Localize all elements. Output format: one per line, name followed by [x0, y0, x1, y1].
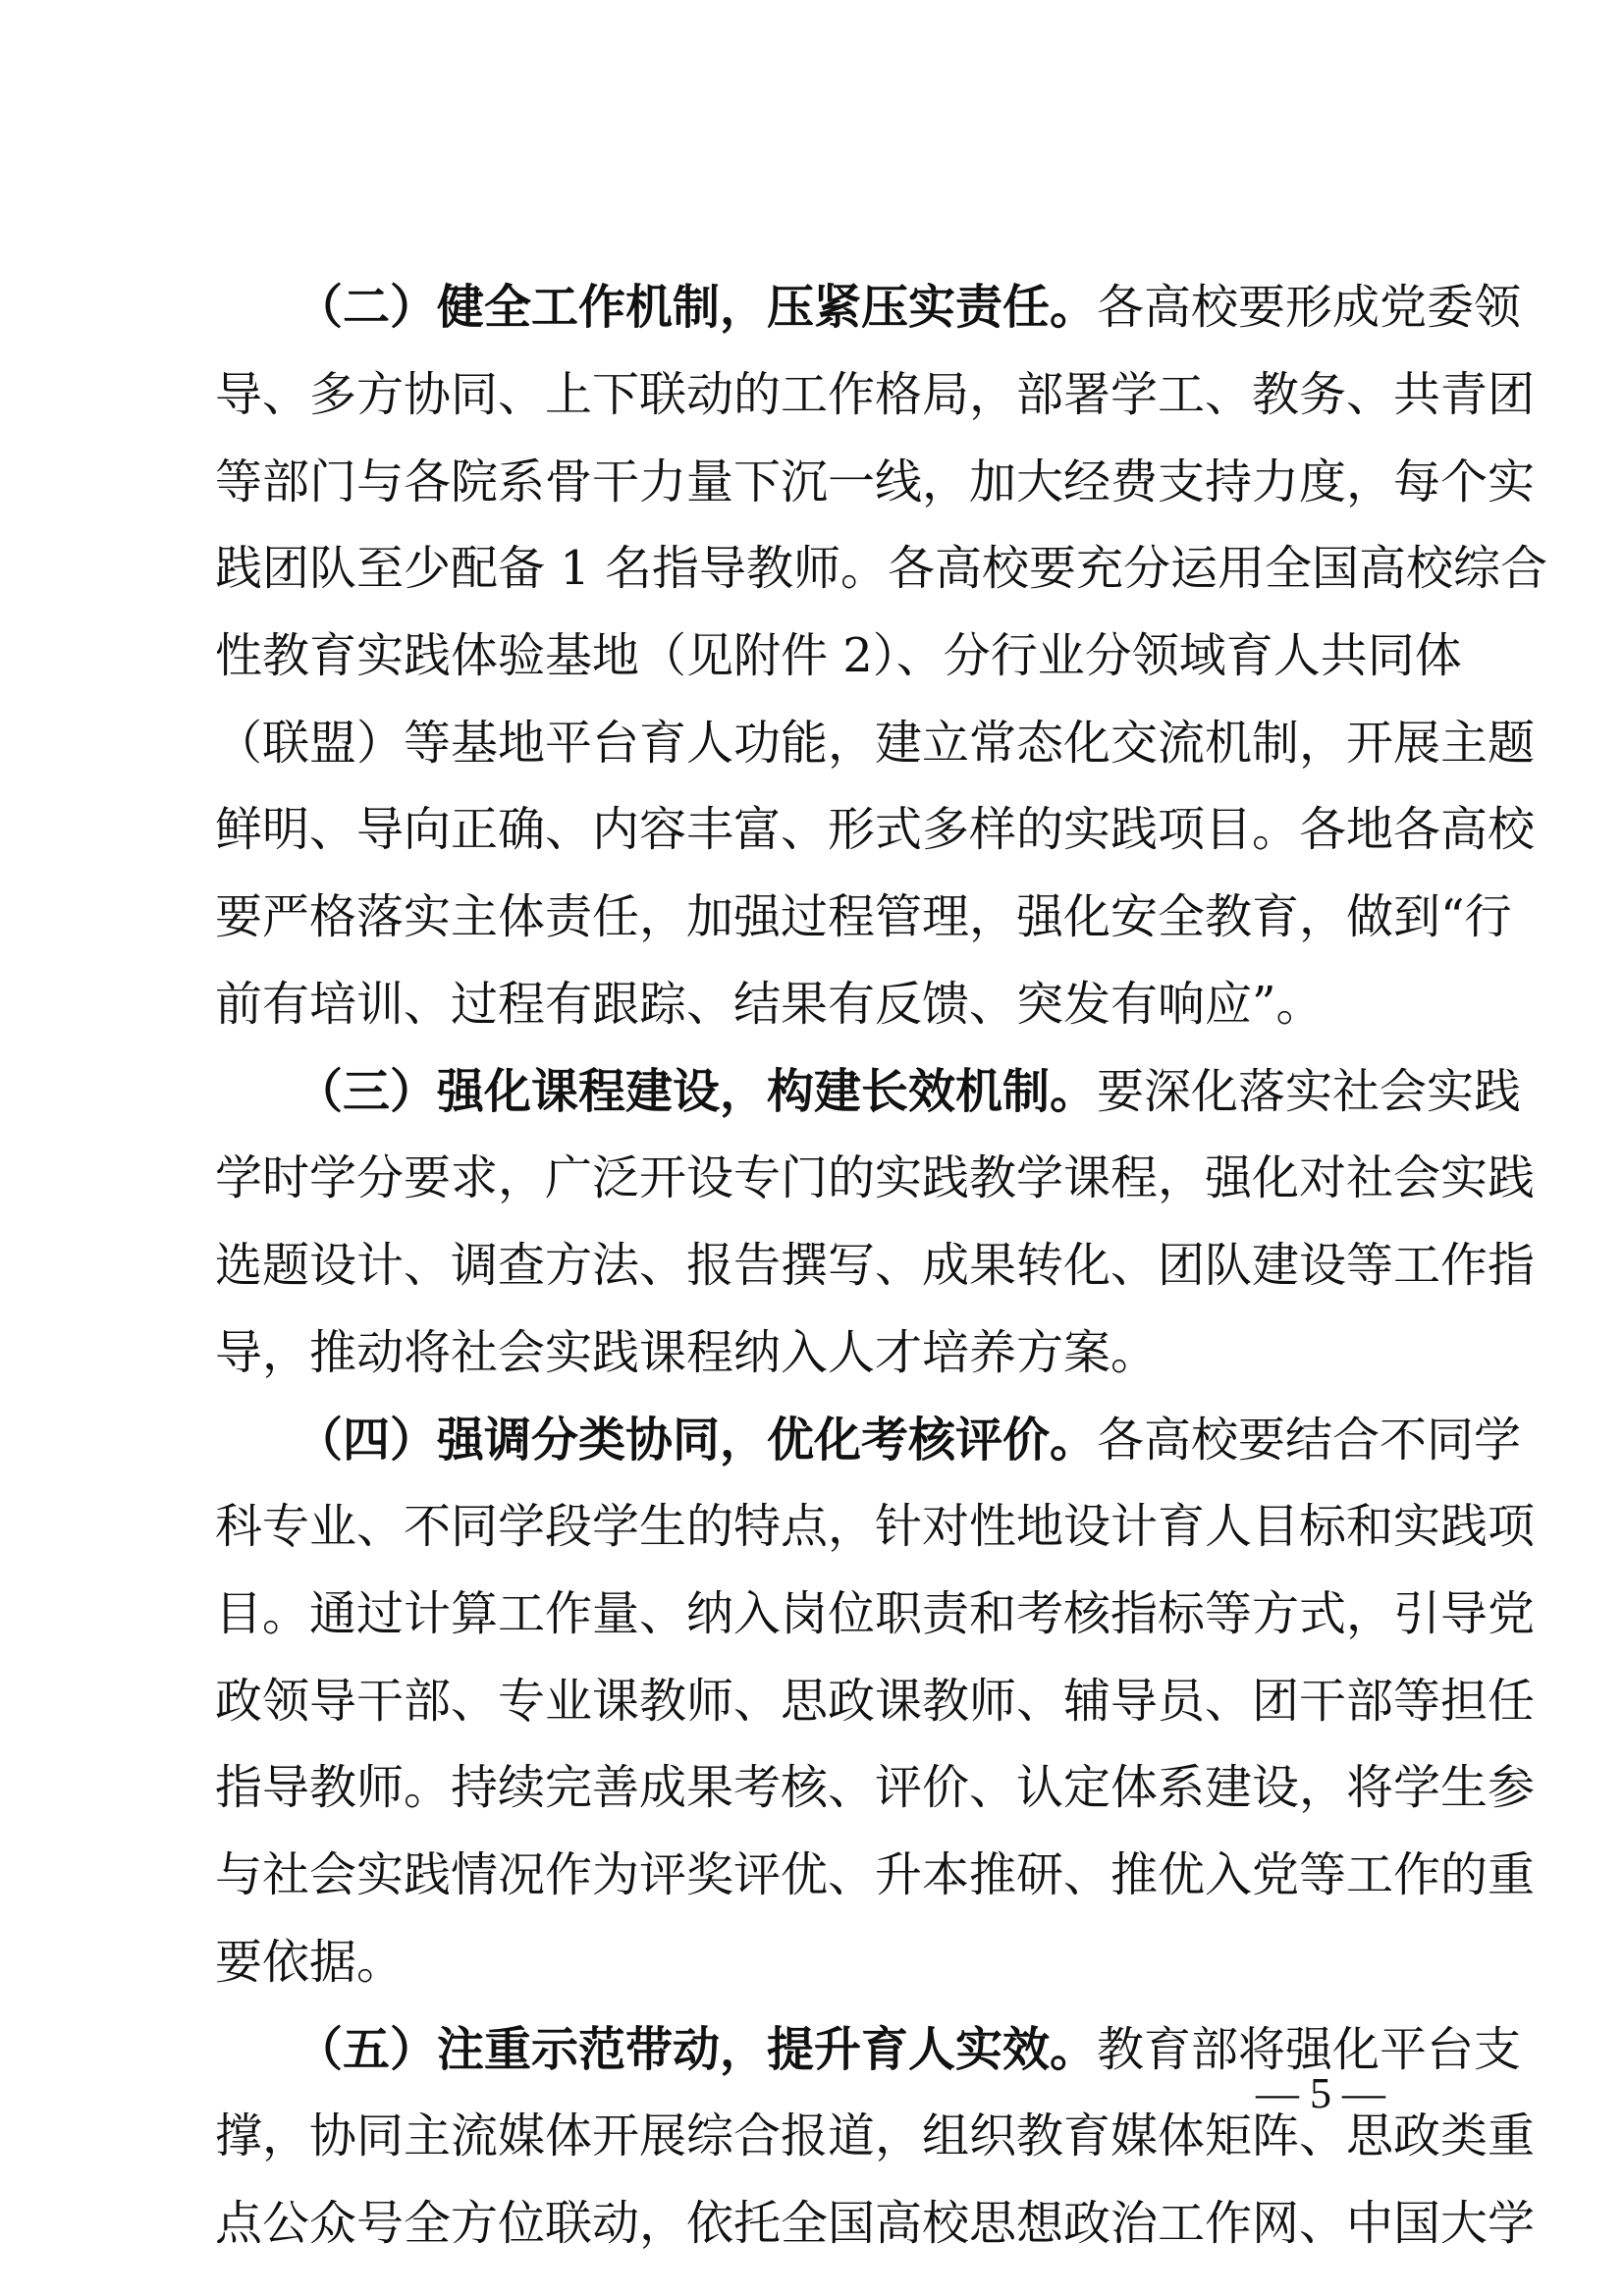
- body-text: 各高校要结合不同学: [1097, 1413, 1522, 1468]
- paragraph-line: 与社会实践情况作为评奖评优、升本推研、推优入党等工作的重: [215, 1847, 1536, 1902]
- paragraph-line: 选题设计、调查方法、报告撰写、成果转化、团队建设等工作指: [215, 1238, 1536, 1293]
- section-heading: （四）强调分类协同，优化考核评价。: [296, 1413, 1098, 1468]
- paragraph-line: 指导教师。持续完善成果考核、评价、认定体系建设，将学生参: [215, 1760, 1536, 1815]
- paragraph-line: 等部门与各院系骨干力量下沉一线，加大经费支持力度，每个实: [215, 454, 1536, 509]
- paragraph-line: 要依据。: [215, 1935, 405, 1990]
- body-text: 各高校要形成党委领: [1097, 280, 1522, 335]
- paragraph-line: [296, 1062, 1522, 1121]
- body-text: 要深化落实社会实践: [1097, 1064, 1522, 1119]
- paragraph-line: 鲜明、导向正确、内容丰富、形式多样的实践项目。各地各高校: [215, 802, 1536, 857]
- paragraph-line: （联盟）等基地平台育人功能，建立常态化交流机制，开展主题: [215, 716, 1536, 771]
- paragraph-line: 科专业、不同学段学生的特点，针对性地设计育人目标和实践项: [215, 1499, 1536, 1554]
- paragraph-line: [296, 1411, 1522, 1469]
- section-heading: （二）健全工作机制，压紧压实责任。: [296, 280, 1098, 335]
- paragraph-line: 性教育实践体验基地（见附件 2）、分行业分领域育人共同体: [215, 628, 1462, 683]
- paragraph-line: 撑，协同主流媒体开展综合报道，组织教育媒体矩阵、思政类重: [215, 2109, 1536, 2163]
- page-number: — 5 —: [1256, 2069, 1385, 2117]
- paragraph-line: 导，推动将社会实践课程纳入人才培养方案。: [215, 1325, 1159, 1380]
- paragraph-line: 要严格落实主体责任，加强过程管理，强化安全教育，做到“行: [215, 889, 1512, 944]
- paragraph-line: 目。通过计算工作量、纳入岗位职责和考核指标等方式，引导党: [215, 1586, 1536, 1641]
- paragraph-line: 前有培训、过程有跟踪、结果有反馈、突发有响应”。: [215, 977, 1324, 1032]
- paragraph-line: [296, 278, 1522, 337]
- paragraph-line: 点公众号全方位联动，依托全国高校思想政治工作网、中国大学: [215, 2196, 1536, 2251]
- paragraph-line: 学时学分要求，广泛开设专门的实践教学课程，强化对社会实践: [215, 1150, 1536, 1205]
- paragraph-line: 导、多方协同、上下联动的工作格局，部署学工、教务、共青团: [215, 367, 1536, 422]
- section-heading: （三）强化课程建设，构建长效机制。: [296, 1064, 1098, 1119]
- body-text: 教育部将强化平台支: [1097, 2022, 1522, 2077]
- section-heading: （五）注重示范带动，提升育人实效。: [296, 2022, 1098, 2077]
- paragraph-line: 政领导干部、专业课教师、思政课教师、辅导员、团干部等担任: [215, 1674, 1536, 1729]
- paragraph-line: 践团队至少配备 1 名指导教师。各高校要充分运用全国高校综合: [215, 541, 1548, 596]
